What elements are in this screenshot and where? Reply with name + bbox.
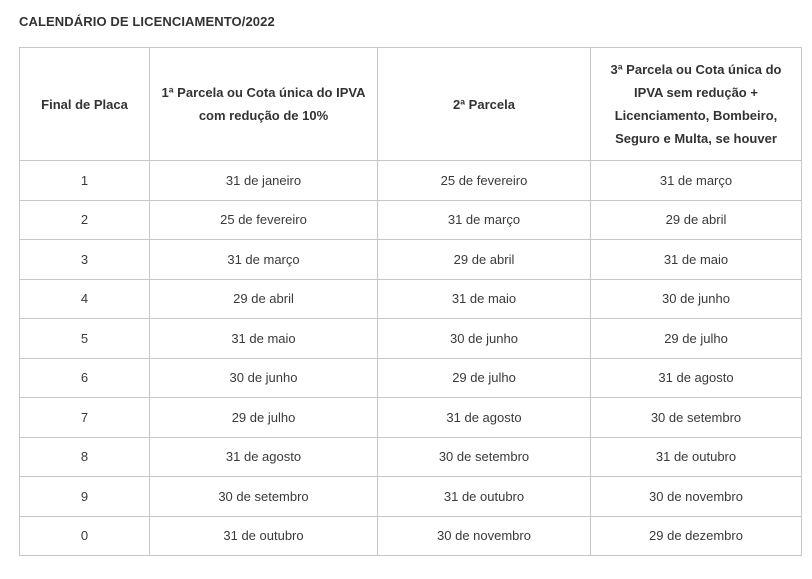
- cell-final-placa: 6: [20, 358, 150, 398]
- cell-final-placa: 4: [20, 279, 150, 319]
- cell-final-placa: 5: [20, 319, 150, 359]
- cell-final-placa: 3: [20, 240, 150, 280]
- cell-parcela-1: 29 de abril: [150, 279, 378, 319]
- cell-final-placa: 1: [20, 161, 150, 201]
- cell-parcela-3: 31 de agosto: [591, 358, 802, 398]
- cell-final-placa: 7: [20, 398, 150, 438]
- table-row: [20, 319, 802, 359]
- cell-parcela-3: 31 de maio: [591, 240, 802, 280]
- cell-parcela-3: 30 de junho: [591, 279, 802, 319]
- cell-parcela-2: 31 de maio: [378, 279, 591, 319]
- cell-final-placa: 8: [20, 437, 150, 477]
- table-header-row: [20, 48, 802, 161]
- cell-parcela-2: 29 de julho: [378, 358, 591, 398]
- cell-parcela-1: 30 de setembro: [150, 477, 378, 517]
- cell-parcela-3: 31 de março: [591, 161, 802, 201]
- cell-parcela-1: 25 de fevereiro: [150, 200, 378, 240]
- cell-parcela-3: 29 de dezembro: [591, 516, 802, 556]
- cell-parcela-2: 30 de setembro: [378, 437, 591, 477]
- cell-parcela-1: 29 de julho: [150, 398, 378, 438]
- cell-parcela-1: 31 de janeiro: [150, 161, 378, 201]
- cell-parcela-2: 31 de outubro: [378, 477, 591, 517]
- cell-parcela-3: 30 de setembro: [591, 398, 802, 438]
- header-segunda-parcela: 2ª Parcela: [378, 48, 591, 161]
- header-final-de-placa: Final de Placa: [20, 48, 150, 161]
- cell-parcela-1: 30 de junho: [150, 358, 378, 398]
- cell-parcela-2: 25 de fevereiro: [378, 161, 591, 201]
- cell-parcela-3: 31 de outubro: [591, 437, 802, 477]
- table-row: [20, 240, 802, 280]
- table-row: [20, 437, 802, 477]
- cell-parcela-1: 31 de agosto: [150, 437, 378, 477]
- table-row: [20, 161, 802, 201]
- table-row: [20, 358, 802, 398]
- cell-parcela-2: 29 de abril: [378, 240, 591, 280]
- cell-final-placa: 2: [20, 200, 150, 240]
- header-terceira-parcela: 3ª Parcela ou Cota única do IPVA sem redução + Licenciamento, Bombeiro, Seguro e Multa, se houver: [591, 48, 802, 161]
- table-row: [20, 200, 802, 240]
- cell-final-placa: 0: [20, 516, 150, 556]
- table-row: [20, 516, 802, 556]
- cell-parcela-1: 31 de outubro: [150, 516, 378, 556]
- cell-parcela-3: 30 de novembro: [591, 477, 802, 517]
- table-row: [20, 398, 802, 438]
- page-title: CALENDÁRIO DE LICENCIAMENTO/2022: [19, 14, 275, 29]
- cell-parcela-3: 29 de julho: [591, 319, 802, 359]
- cell-parcela-2: 30 de junho: [378, 319, 591, 359]
- cell-parcela-2: 31 de março: [378, 200, 591, 240]
- licensing-calendar-table: [19, 47, 802, 556]
- cell-parcela-2: 31 de agosto: [378, 398, 591, 438]
- table-row: [20, 477, 802, 517]
- cell-parcela-3: 29 de abril: [591, 200, 802, 240]
- cell-parcela-2: 30 de novembro: [378, 516, 591, 556]
- cell-final-placa: 9: [20, 477, 150, 517]
- cell-parcela-1: 31 de maio: [150, 319, 378, 359]
- cell-parcela-1: 31 de março: [150, 240, 378, 280]
- table-row: [20, 279, 802, 319]
- header-primeira-parcela: 1ª Parcela ou Cota única do IPVA com redução de 10%: [150, 48, 378, 161]
